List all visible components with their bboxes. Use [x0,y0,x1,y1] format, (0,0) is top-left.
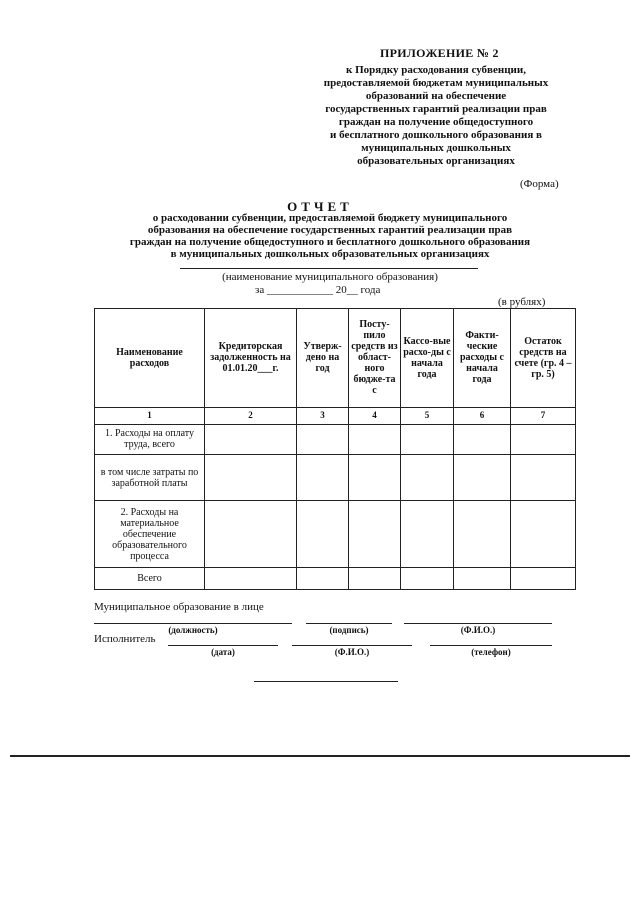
position-caption: (должность) [168,625,218,635]
executor-fio-line[interactable] [292,645,412,646]
report-period: за ____________ 20__ года [255,284,381,296]
municipality-caption: (наименование муниципального образования) [222,271,438,283]
column-number: 6 [454,407,511,424]
appendix-line: и бесплатного дошкольного образования в [330,129,542,141]
table-cell[interactable] [511,455,576,501]
fio-caption: (Ф.И.О.) [460,625,496,635]
executor-fio-caption: (Ф.И.О.) [334,647,370,657]
table-cell[interactable] [297,424,349,454]
date-line[interactable] [168,645,278,646]
report-title: ОТЧЕТ [287,199,353,214]
table-cell[interactable] [401,567,454,589]
report-subtitle-line: в муниципальных дошкольных образовательных организациях [170,248,490,260]
table-cell[interactable] [401,501,454,567]
table-row [95,424,576,454]
table-cell[interactable] [349,567,401,589]
date-caption: (дата) [211,647,235,657]
table-header-cell: Факти-ческие расходы с начала года [454,309,511,408]
table-header-cell: Кассо-вые расхо-ды с начала года [401,309,454,408]
appendix-description [300,64,572,168]
table-header-cell: Утверж-дено на год [297,309,349,408]
table-header-cell: Посту-пило средств из област-ного бюдже-та с [349,309,401,408]
column-number: 2 [205,407,297,424]
table-header-cell: Кредиторская задолженность на 01.01.20___г. [205,309,297,408]
column-number: 1 [95,407,205,424]
column-number-row [95,407,576,424]
appendix-line: образований на обеспечение [365,90,507,102]
column-number: 3 [297,407,349,424]
form-label: (Форма) [520,178,559,190]
column-number: 7 [511,407,576,424]
expenses-table [94,308,576,590]
table-header-cell: Наименование расходов [95,309,205,408]
table-cell[interactable] [297,567,349,589]
signature-intro: Муниципальное образование в лице [94,601,264,613]
table-cell[interactable] [349,455,401,501]
table-cell[interactable] [454,501,511,567]
table-row [95,567,576,589]
table-cell[interactable] [511,424,576,454]
table-header-cell: Остаток средств на счете (гр. 4 – гр. 5) [511,309,576,408]
report-subtitle-line: граждан на получение общедоступного и бесплатного дошкольного образования [129,236,531,248]
executor-label: Исполнитель [94,633,156,645]
table-header-row [95,309,576,408]
row-name-cell: в том числе затраты по заработной платы [95,455,205,501]
table-cell[interactable] [205,424,297,454]
table-cell[interactable] [511,567,576,589]
column-number: 5 [401,407,454,424]
row-name-cell: Всего [95,567,205,589]
appendix-line: к Порядку расходования субвенции, [346,64,526,76]
column-number: 4 [349,407,401,424]
closing-line [254,681,398,682]
table-cell[interactable] [297,455,349,501]
table-cell[interactable] [454,424,511,454]
row-name-cell: 1. Расходы на оплату труда, всего [95,424,205,454]
row-name-cell: 2. Расходы на материальное обеспечение образовательного процесса [95,501,205,567]
appendix-line: государственных гарантий реализации прав [325,103,547,115]
municipality-name-line[interactable] [180,268,478,269]
signature-line[interactable] [306,623,392,624]
table-row [95,501,576,567]
table-cell[interactable] [401,455,454,501]
table-row [95,455,576,501]
fio-line[interactable] [404,623,552,624]
phone-caption: (телефон) [471,647,511,657]
report-subtitle [110,212,550,260]
page-divider [10,755,630,757]
position-line[interactable] [94,623,292,624]
appendix-line: граждан на получение общедоступного [338,116,534,128]
table-cell[interactable] [454,567,511,589]
table-cell[interactable] [349,424,401,454]
appendix-line: предоставляемой бюджетам муниципальных [323,77,549,89]
table-cell[interactable] [205,455,297,501]
table-cell[interactable] [511,501,576,567]
table-cell[interactable] [297,501,349,567]
signature-caption: (подпись) [329,625,369,635]
phone-line[interactable] [430,645,552,646]
units-label: (в рублях) [498,296,546,308]
appendix-title: ПРИЛОЖЕНИЕ № 2 [380,46,499,60]
table-cell[interactable] [349,501,401,567]
report-subtitle-line: образования на обеспечение государственных гарантий реализации прав [147,224,513,236]
table-cell[interactable] [401,424,454,454]
appendix-line: образовательных организациях [357,155,515,167]
table-cell[interactable] [205,501,297,567]
table-cell[interactable] [454,455,511,501]
table-cell[interactable] [205,567,297,589]
appendix-line: муниципальных дошкольных [361,142,511,154]
report-subtitle-line: о расходовании субвенции, предоставляемой бюджету муниципального [152,212,508,224]
